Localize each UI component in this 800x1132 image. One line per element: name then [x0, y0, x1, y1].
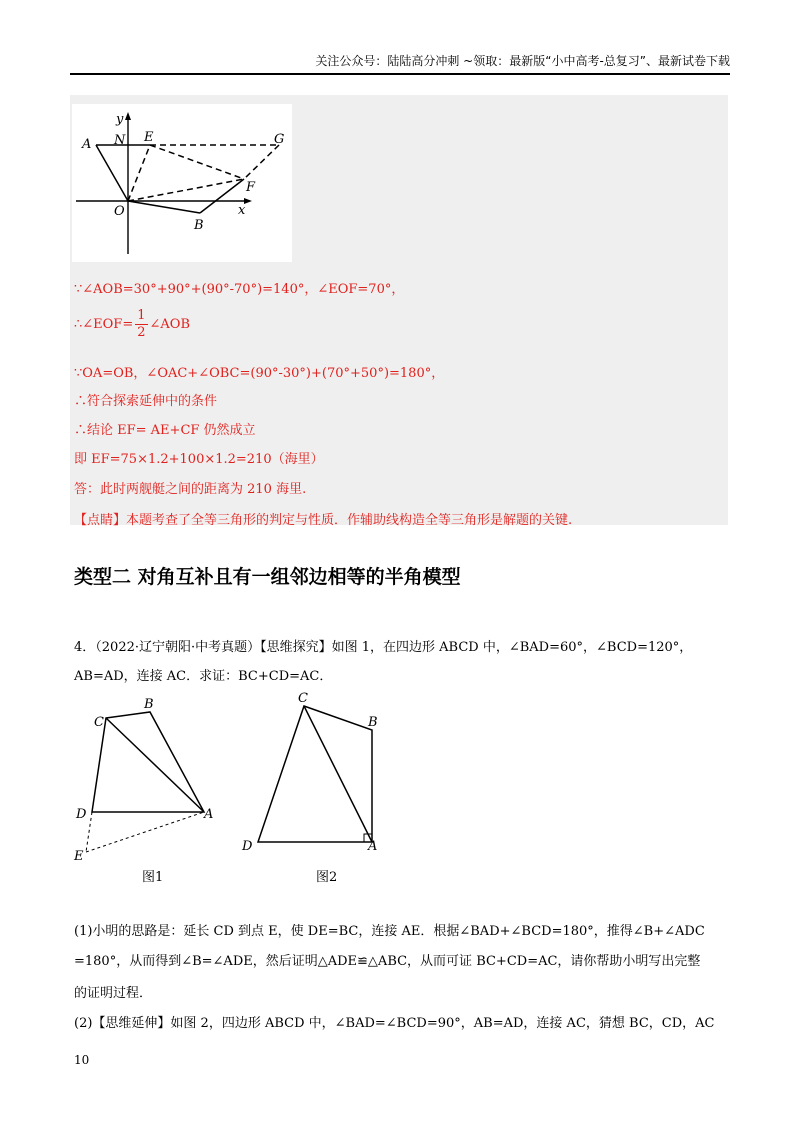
solution-line-1: ∵∠AOB=30°+90°+(90°-70°)=140°，∠EOF=70°， — [74, 282, 405, 297]
question-1-line-3: 的证明过程． — [74, 986, 153, 1001]
fig1-label-E: E — [74, 849, 84, 864]
segment-DE-fig1 — [86, 812, 92, 852]
solution-line-2-post: ∠AOB — [149, 317, 191, 332]
segment-OB — [128, 201, 200, 213]
header-rule — [70, 73, 730, 75]
fig1-label-D: D — [76, 807, 87, 822]
figure-1-caption: 图1 — [142, 870, 164, 885]
solution-line-3: ∵OA=OB，∠OAC+∠OBC=(90°-30°)+(70°+50°)=180°， — [74, 366, 445, 381]
question-1-line-1: (1)小明的思路是：延长 CD 到点 E，使 DE=BC，连接 AE．根据∠BAD+∠BCD=180°，推得∠B+∠ADC — [74, 924, 705, 939]
label-G: G — [274, 132, 285, 147]
page-header: 关注公众号：陆陆高分冲刺 ~领取：最新版“小中高考-总复习”、最新试卷下载 — [315, 54, 730, 68]
solution-line-6: 即 EF=75×1.2+100×1.2=210（海里） — [74, 452, 324, 467]
solution-line-4: ∴符合探索延伸中的条件 — [74, 394, 218, 409]
solution-line-8: 【点睛】本题考查了全等三角形的判定与性质．作辅助线构造全等三角形是解题的关键. — [74, 513, 573, 528]
coordinate-figure — [72, 104, 292, 262]
fig2-label-A: A — [368, 839, 378, 854]
segment-OE — [128, 145, 150, 201]
section-title: 类型二 对角互补且有一组邻边相等的半角模型 — [74, 566, 461, 588]
segment-OF — [128, 179, 244, 201]
label-x: x — [238, 203, 246, 218]
diagonal-AC-fig1 — [106, 718, 204, 812]
problem-line-2: AB=AD，连接 AC．求证：BC+CD=AC． — [74, 669, 333, 684]
fraction-one-half — [135, 308, 147, 341]
fig2-label-B: B — [368, 715, 378, 730]
fraction-denominator: 2 — [137, 325, 146, 340]
label-E: E — [144, 130, 154, 145]
fig2-label-C: C — [298, 691, 308, 706]
label-A: A — [82, 137, 92, 152]
figure-2 — [236, 688, 396, 858]
segment-GF — [244, 145, 279, 179]
y-axis-arrow-icon — [125, 112, 131, 120]
fraction-numerator: 1 — [137, 308, 146, 323]
segment-EF — [150, 145, 244, 179]
segment-AO — [96, 145, 128, 201]
quad-ABCD-fig1 — [92, 712, 204, 812]
solution-line-5: ∴结论 EF= AE+CF 仍然成立 — [74, 423, 256, 438]
label-N: N — [114, 133, 126, 148]
fig1-label-A: A — [204, 807, 214, 822]
segment-EA-fig1 — [86, 812, 204, 852]
fig1-label-B: B — [144, 697, 154, 712]
label-F: F — [246, 180, 256, 195]
solution-line-2-pre: ∴∠EOF= — [74, 317, 134, 332]
problem-line-1: 4．（2022·辽宁朝阳·中考真题）【思维探究】如图 1，在四边形 ABCD 中，∠BAD=60°，∠BCD=120°， — [74, 640, 693, 655]
label-O: O — [114, 204, 125, 219]
figure-2-caption: 图2 — [316, 870, 338, 885]
fig1-label-C: C — [94, 715, 104, 730]
solution-line-2 — [74, 308, 190, 341]
page-number: 10 — [74, 1053, 90, 1067]
question-1-line-2: =180°，从而得到∠B=∠ADE，然后证明△ADE≌△ABC，从而可证 BC+CD=AC，请你帮助小明写出完整 — [74, 954, 701, 969]
label-B: B — [194, 218, 204, 233]
label-y: y — [116, 112, 124, 127]
question-2-line-1: (2)【思维延伸】如图 2，四边形 ABCD 中，∠BAD=∠BCD=90°，AB=AD，连接 AC，猜想 BC，CD，AC — [74, 1016, 715, 1031]
solution-line-7: 答：此时两舰艇之间的距离为 210 海里. — [74, 482, 307, 497]
figure-1 — [70, 688, 230, 868]
fig2-label-D: D — [242, 839, 253, 854]
